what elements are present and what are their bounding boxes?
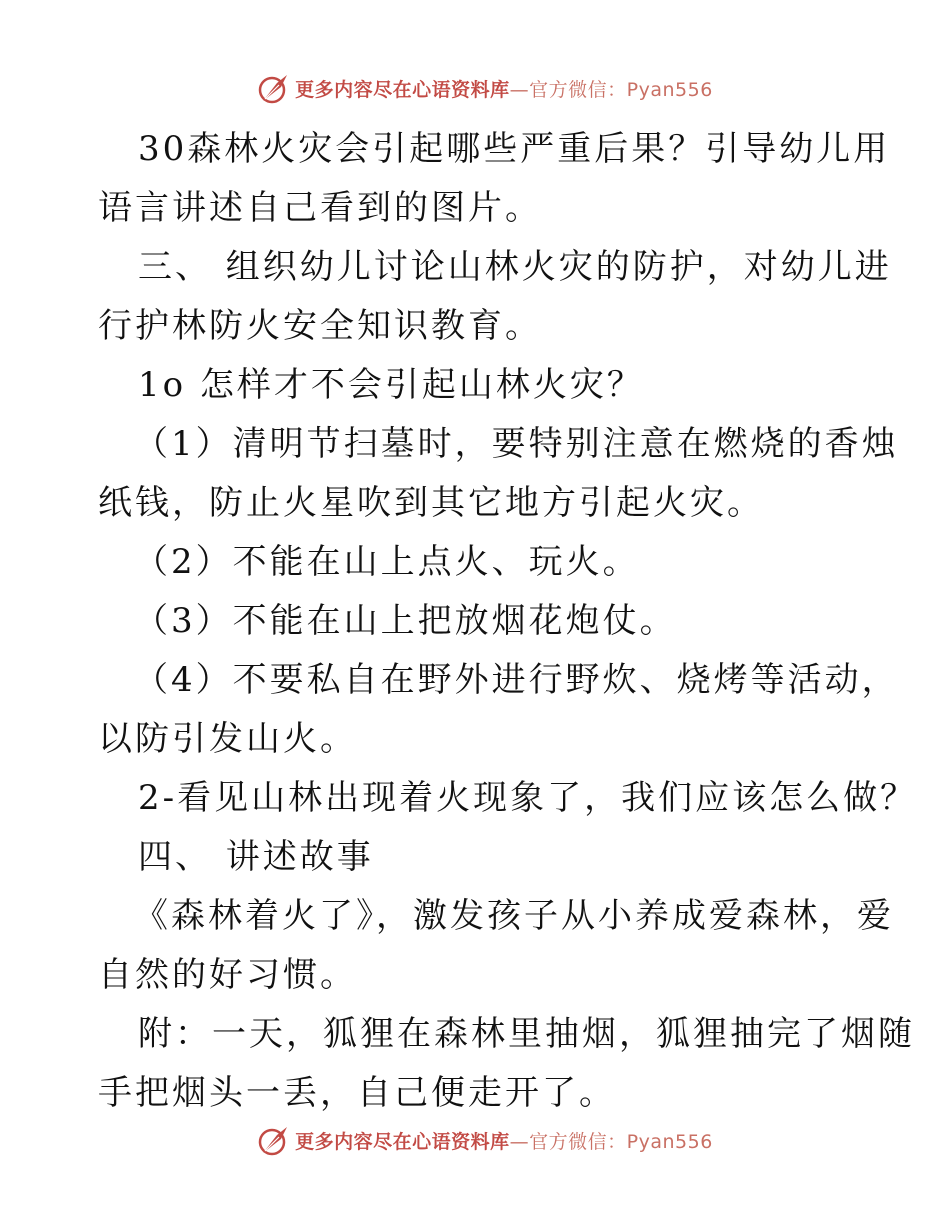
banner-title: 更多内容尽在心语资料库 [295, 1130, 510, 1153]
list-item: （2）不能在山上点火、玩火。 [134, 542, 640, 582]
quill-logo-icon [257, 1123, 291, 1157]
list-item: （4）不要私自在野外进行野炊、烧烤等活动， [134, 660, 899, 700]
banner-separator: — [509, 78, 530, 101]
footer-banner [0, 1120, 950, 1160]
quill-logo-icon [257, 71, 291, 105]
paragraph-line: 2-看见山林出现着火现象了，我们应该怎么做？ [138, 778, 918, 818]
section-heading: 四、 讲述故事 [138, 837, 374, 877]
list-item: （3）不能在山上把放烟花炮仗。 [134, 601, 677, 641]
banner-separator: — [509, 1130, 530, 1153]
list-item: （1）清明节扫墓时，要特别注意在燃烧的香烛 [134, 424, 899, 464]
paragraph-line: 手把烟头一丢，自己便走开了。 [98, 1073, 616, 1113]
paragraph-line: 行护林防火安全知识教育。 [98, 306, 542, 346]
banner-title: 更多内容尽在心语资料库 [295, 78, 510, 101]
document-body [98, 120, 918, 1123]
paragraph-line: 以防引发山火。 [98, 719, 357, 759]
paragraph-line: 自然的好习惯。 [98, 955, 357, 995]
paragraph-line: 纸钱，防止火星吹到其它地方引起火灾。 [98, 483, 764, 523]
paragraph-line: 30森林火灾会引起哪些严重后果？引导幼儿用 [138, 129, 891, 169]
paragraph-line: 附：一天，狐狸在森林里抽烟，狐狸抽完了烟随 [138, 1014, 915, 1054]
paragraph-line: 《森林着火了》，激发孩子从小养成爱森林，爱 [134, 896, 894, 936]
header-banner [0, 68, 950, 108]
banner-wechat: 官方微信：Pyan556 [529, 78, 713, 101]
section-heading: 三、 组织幼儿讨论山林火灾的防护，对幼儿进 [138, 247, 892, 287]
banner-wechat: 官方微信：Pyan556 [529, 1130, 713, 1153]
paragraph-line: 语言讲述自己看到的图片。 [98, 188, 542, 228]
paragraph-line: 1o 怎样才不会引起山林火灾？ [138, 365, 644, 405]
